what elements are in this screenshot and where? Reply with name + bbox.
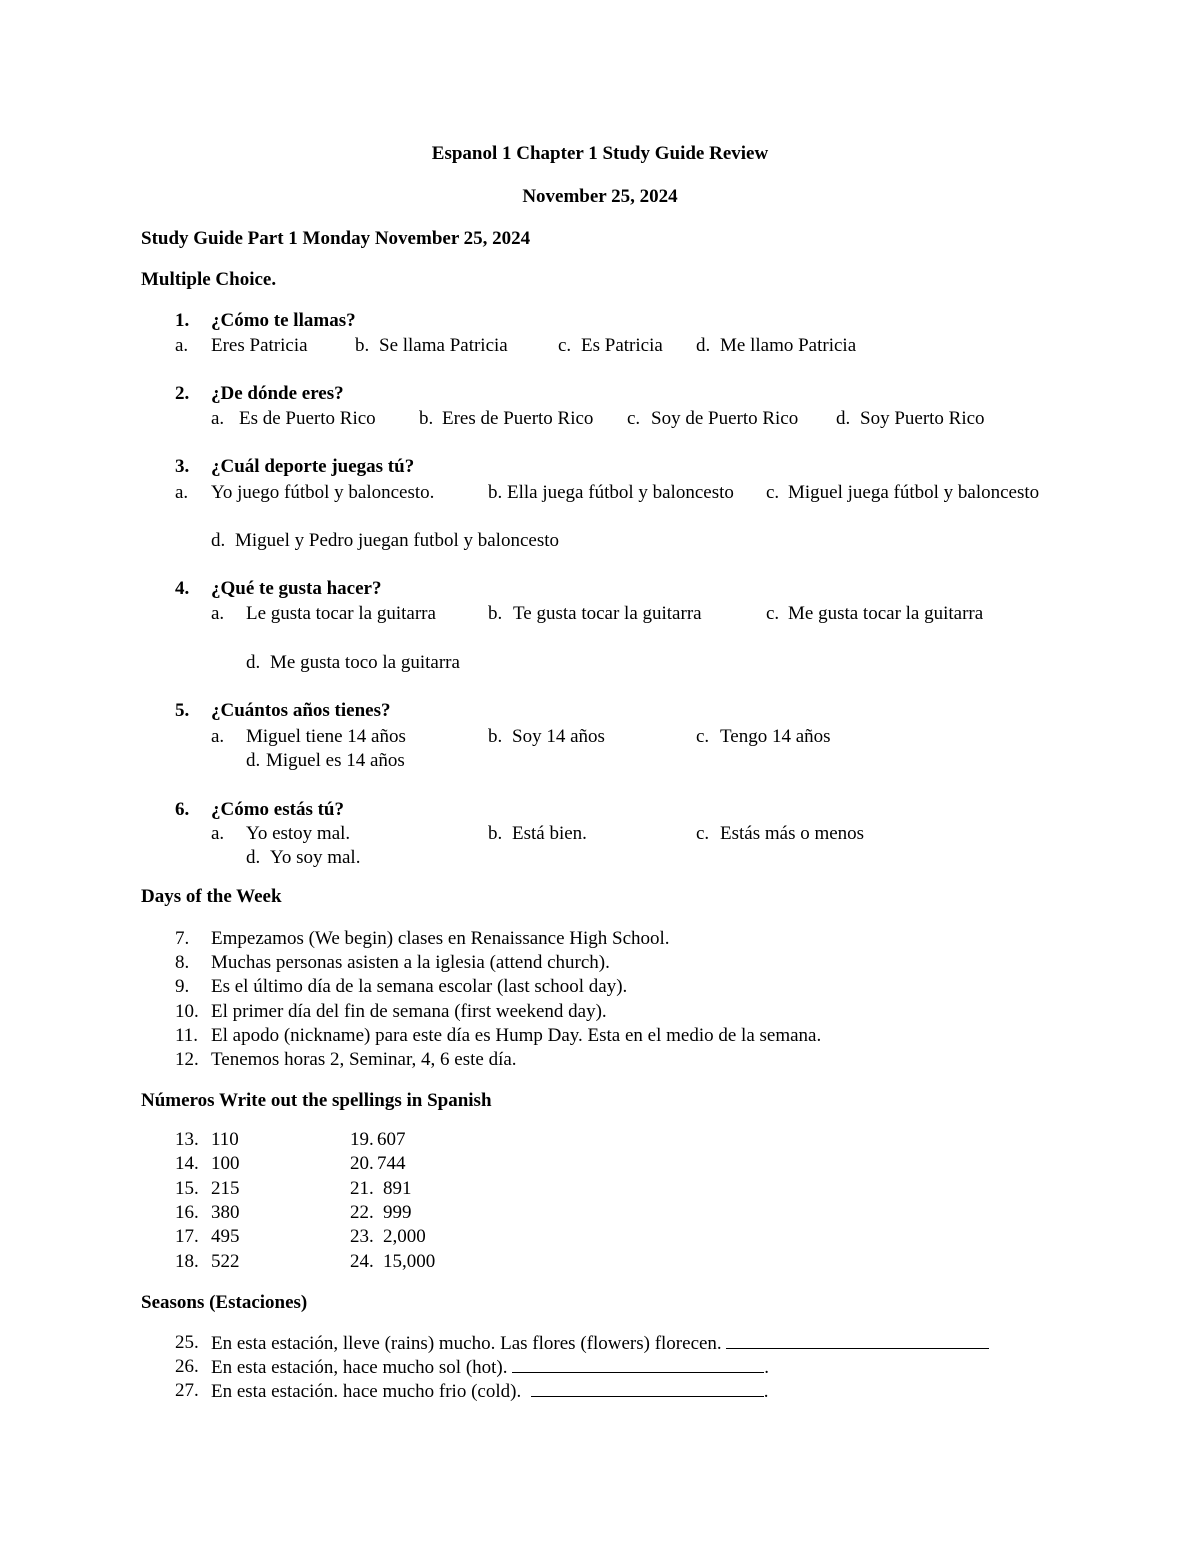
option-text: Le gusta tocar la guitarra [246,603,436,624]
question-text: ¿Qué te gusta hacer? [211,578,382,599]
number-value: 891 [383,1178,412,1199]
list-item: El apodo (nickname) para este día es Hump Day. Esta en el medio de la semana. [211,1025,822,1046]
document-date: November 25, 2024 [522,186,678,207]
option-letter: b. [355,335,370,356]
number-value: 15,000 [383,1251,436,1272]
option-letter: d. [211,530,226,551]
option-letter: b. [419,408,434,429]
list-item-number: 25. [175,1332,199,1353]
answer-blank[interactable] [726,1332,989,1349]
answer-blank[interactable] [531,1380,764,1397]
option-letter: d. [696,335,711,356]
question-number: 1. [175,310,190,331]
option-letter: a. [211,823,225,844]
option-letter: a. [211,408,225,429]
question-text: ¿Cómo te llamas? [211,310,356,331]
option-letter: d. [246,652,261,673]
question-number: 2. [175,383,190,404]
option-letter: c. [627,408,641,429]
option-letter: b. [488,726,503,747]
option-text: Yo estoy mal. [246,823,351,844]
option-letter: b. [488,603,503,624]
number-value: 100 [211,1153,240,1174]
list-item-number: 15. [175,1178,199,1199]
days-heading: Days of the Week [141,886,282,907]
option-letter: c. [766,603,780,624]
question-number: 6. [175,799,190,820]
option-text: Eres Patricia [211,335,308,356]
list-item: Empezamos (We begin) clases en Renaissance High School. [211,928,670,949]
option-text: Yo juego fútbol y baloncesto. [211,482,435,503]
option-text: Soy 14 años [512,726,605,747]
question-text: ¿Cómo estás tú? [211,799,344,820]
option-text: Se llama Patricia [379,335,508,356]
option-text: Es Patricia [581,335,663,356]
prompt-end: . [763,1381,769,1402]
answer-blank[interactable] [512,1356,764,1373]
option-text: Eres de Puerto Rico [442,408,594,429]
list-item [211,1332,989,1355]
list-item-number: 12. [175,1049,199,1070]
option-letter: b. [488,823,503,844]
number-value: 744 [377,1153,406,1174]
list-item-number: 9. [175,976,190,997]
option-text: Es de Puerto Rico [239,408,376,429]
option-text: Tengo 14 años [720,726,831,747]
question-text: ¿Cuál deporte juegas tú? [211,456,415,477]
list-item: Tenemos horas 2, Seminar, 4, 6 este día. [211,1049,517,1070]
option-text: Está bien. [512,823,587,844]
option-text: Me gusta tocar la guitarra [788,603,984,624]
option-letter: a. [175,335,189,356]
list-item-number: 18. [175,1251,199,1272]
number-value: 110 [211,1129,239,1150]
prompt-text: En esta estación, hace mucho sol (hot). [211,1357,508,1378]
list-item-number: 14. [175,1153,199,1174]
list-item: Es el último día de la semana escolar (last school day). [211,976,628,997]
option-text: Soy Puerto Rico [860,408,985,429]
prompt-text: En esta estación, lleve (rains) mucho. Las flores (flowers) florecen. [211,1333,722,1354]
question-text: ¿De dónde eres? [211,383,344,404]
list-item [211,1356,769,1379]
question-text: ¿Cuántos años tienes? [211,700,391,721]
list-item-number: 24. [350,1251,374,1272]
number-value: 2,000 [383,1226,426,1247]
option-text: Ella juega fútbol y baloncesto [507,482,734,503]
list-item-number: 8. [175,952,190,973]
document-title: Espanol 1 Chapter 1 Study Guide Review [431,143,769,164]
question-number: 5. [175,700,190,721]
list-item-number: 26. [175,1356,199,1377]
list-item: Muchas personas asisten a la iglesia (attend church). [211,952,610,973]
list-item-number: 7. [175,928,190,949]
number-value: 215 [211,1178,240,1199]
question-number: 3. [175,456,190,477]
option-text: Me gusta toco la guitarra [270,652,460,673]
option-text: Te gusta tocar la guitarra [513,603,702,624]
list-item-number: 10. [175,1001,199,1022]
number-value: 999 [383,1202,412,1223]
option-letter: c. [696,823,710,844]
option-text: Estás más o menos [720,823,865,844]
seasons-heading: Seasons (Estaciones) [141,1292,308,1313]
prompt-text: En esta estación. hace mucho frio (cold). [211,1381,522,1402]
option-letter: c. [696,726,710,747]
option-text: Yo soy mal. [270,847,361,868]
numeros-heading: Números Write out the spellings in Spanish [141,1090,492,1111]
option-letter: d. [246,847,261,868]
option-text: Miguel tiene 14 años [246,726,406,747]
list-item: El primer día del fin de semana (first weekend day). [211,1001,607,1022]
list-item-number: 22. [350,1202,374,1223]
list-item-number: 23. [350,1226,374,1247]
list-item-number: 16. [175,1202,199,1223]
option-text: Miguel y Pedro juegan futbol y baloncesto [235,530,559,551]
list-item-number: 27. [175,1380,199,1401]
option-letter: c. [558,335,572,356]
option-letter: d. [246,750,261,771]
list-item-number: 19. [350,1129,374,1150]
part-heading: Study Guide Part 1 Monday November 25, 2024 [141,228,531,249]
list-item-number: 17. [175,1226,199,1247]
mc-heading: Multiple Choice. [141,269,277,290]
list-item [211,1380,768,1403]
option-letter: a. [211,603,225,624]
number-value: 607 [377,1129,406,1150]
question-number: 4. [175,578,190,599]
option-letter: a. [175,482,189,503]
number-value: 380 [211,1202,240,1223]
option-text: Soy de Puerto Rico [651,408,799,429]
list-item-number: 13. [175,1129,199,1150]
list-item-number: 20. [350,1153,374,1174]
option-text: Miguel es 14 años [266,750,405,771]
list-item-number: 21. [350,1178,374,1199]
option-letter: d. [836,408,851,429]
prompt-end: . [764,1357,770,1378]
option-letter: b. [488,482,503,503]
number-value: 522 [211,1251,240,1272]
option-letter: c. [766,482,780,503]
list-item-number: 11. [175,1025,199,1046]
option-text: Me llamo Patricia [720,335,857,356]
option-text: Miguel juega fútbol y baloncesto [788,482,1040,503]
number-value: 495 [211,1226,240,1247]
option-letter: a. [211,726,225,747]
